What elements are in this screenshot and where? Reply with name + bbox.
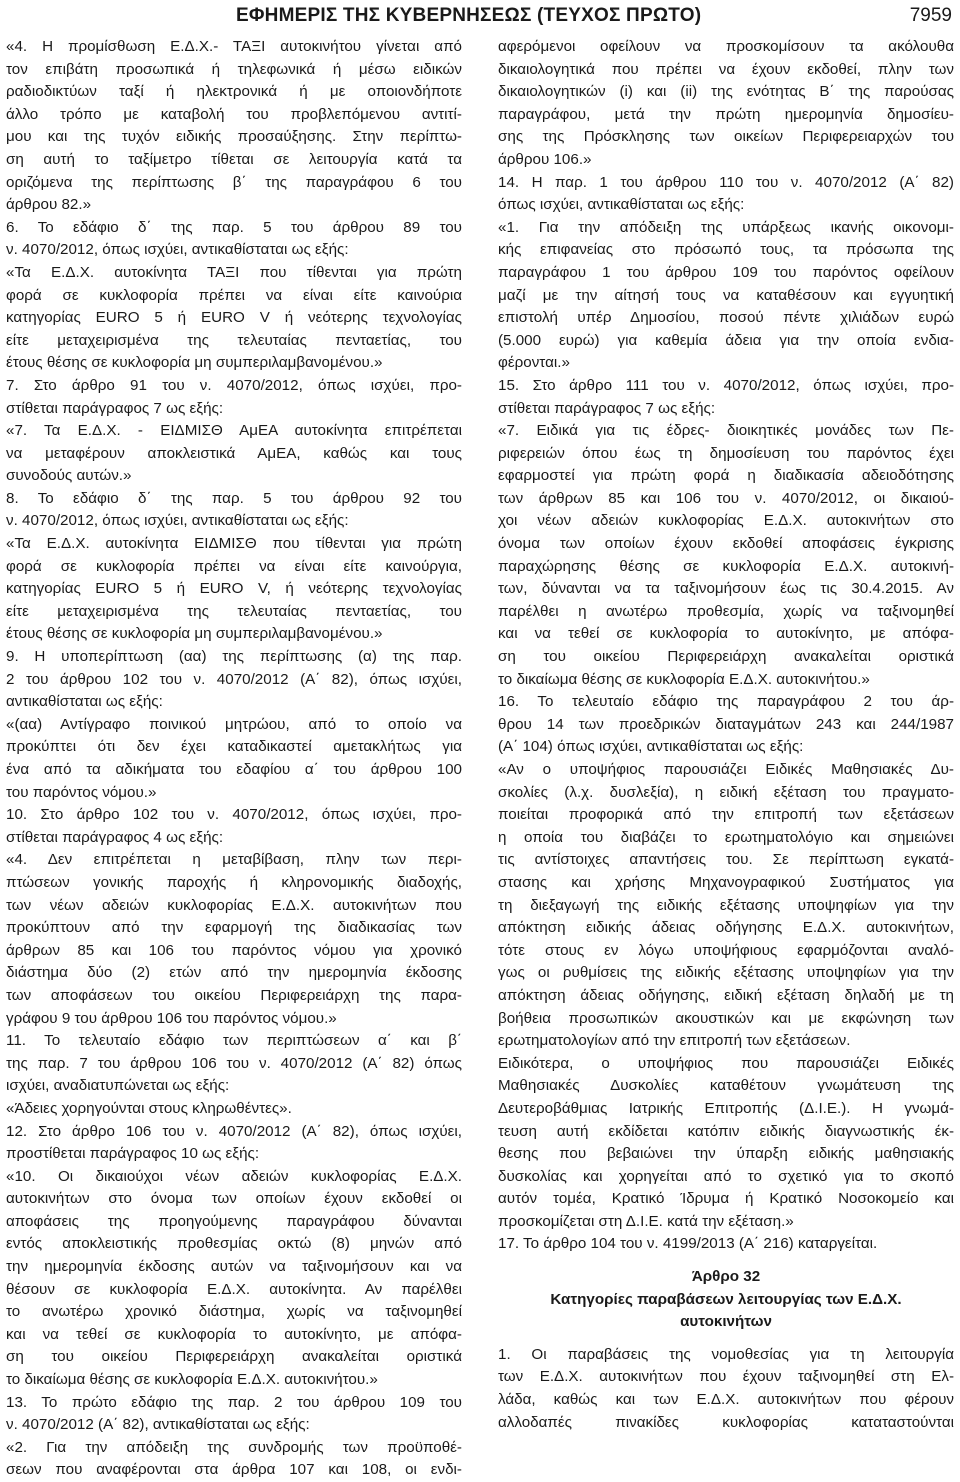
text-line: χοι νέων αδειών κυκλοφορίας Ε.Δ.Χ. αυτοκινήτων στο [498, 512, 954, 530]
text-line: των Ε.Δ.Χ. αυτοκινήτων που έχουν ταξινομηθεί στη Ελ- [498, 1368, 954, 1386]
text-line: τον επιβάτη προσωπικά ή τηλεφωνικά ή μέσω ειδικών [6, 60, 462, 78]
text-line: της παρ. 7 του άρθρου 106 του ν. 4070/2012 (Α΄ 82) όπως [6, 1054, 462, 1072]
text-line: των άρθρων 85 και 106 του ν. 4070/2012, οι δικαιού- [498, 489, 954, 507]
text-line: ερωτηματολογίων από την επιτροπή των εξετάσεων. [498, 1032, 851, 1050]
text-line: προκύπτει ότι δεν έχει καταδικαστεί αμετακλήτως για [6, 738, 462, 756]
text-line: «2. Για την απόδειξη της συνδρομής των προϋποθέ- [6, 1438, 462, 1456]
text-line: λάδα, καθώς και των Ε.Δ.Χ. αυτοκινήτων που φέρουν [498, 1391, 954, 1409]
text-line: εντός αποκλειστικής προθεσμίας οκτώ (8) μηνών από [6, 1235, 462, 1253]
text-line: δικαιολογητικών (i) και (ii) της ενότητας Β΄ της παρούσας [498, 83, 954, 101]
text-line: «Τα Ε.Δ.Χ. αυτοκίνητα ΤΑΞΙ που τίθενται για πρώτη [6, 263, 462, 281]
text-line: 11. Το τελευταίο εδάφιο των περιπτώσεων α΄ και β΄ [6, 1032, 462, 1050]
text-line: γως οι ρυθμίσεις της ειδικής εξέτασης υποψηφίων για την [498, 964, 954, 982]
text-line: έτους θέσης σε κυκλοφορία μη συμπεριλαμβανομένου.» [6, 354, 383, 372]
text-line: παραχώρησης θέσης σε κυκλοφορία Ε.Δ.Χ. αυτοκινή- [498, 557, 954, 575]
text-line: ριφερειών όπου έως τη δημοσίευση του παρόντος έχει [498, 444, 954, 462]
text-line: ποιείται προφορικά από την επιτροπή των εξετάσεων [498, 806, 954, 824]
text-line: 10. Στο άρθρο 102 του ν. 4070/2012, όπως ισχύει, προ- [6, 806, 462, 824]
text-line: αλλοδαπές πινακίδες κυκλοφορίας καταταστούνται [498, 1413, 954, 1431]
text-line: είτε μεταχειρισμένα της τελευταίας πενταετίας, του [6, 331, 462, 349]
text-line: Δευτεροβάθμιας Ιατρικής Επιτροπής (Δ.Ι.Ε.). Η γνωμά- [498, 1099, 954, 1117]
text-line: αφερόμενοι οφείλουν να προσκομίσουν τα ακόλουθα [498, 38, 954, 55]
text-line: το δικαίωμα θέσης σε κυκλοφορία Ε.Δ.Χ. αυτοκινήτου.» [498, 670, 870, 688]
text-line: «10. Οι δικαιούχοι νέων αδειών κυκλοφορίας Ε.Δ.Χ. [6, 1167, 462, 1185]
text-line: άλλο τρόπο με καταβολή του προβλεπόμενου αντιτί- [6, 105, 462, 123]
text-line: θέσουν σε κυκλοφορία Ε.Δ.Χ. αυτοκίνητα. Αν παρέλθει [6, 1280, 462, 1298]
text-line: 1. Οι παραβάσεις της νομοθεσίας για τη λειτουργία [498, 1345, 954, 1363]
text-line: φορά σε κυκλοφορία πρέπει να είναι είτε καινούργια, [6, 557, 462, 575]
text-line: 8. Το εδάφιο δ΄ της παρ. 5 του άρθρου 92 του [6, 489, 462, 507]
right-column-body [498, 36, 954, 1256]
text-line: δικαιολογητικά που πρέπει να έχουν εκδοθεί, πλην των [498, 60, 954, 78]
text-line: την ημερομηνία έκδοσης αυτών να ταξινομήσουν και να [6, 1258, 462, 1276]
text-line: κατηγορίας EURO 5 ή EURO V, ή νεότερης τεχνολογίας [6, 580, 462, 598]
page-header [236, 3, 954, 31]
text-line: στίθεται παράγραφος 4 ως εξής: [6, 828, 224, 846]
text-line: συνοδούς αυτών.» [6, 467, 132, 485]
text-line: σεων που αναφέρονται στα άρθρα 107 και 108, οι ενδι- [6, 1461, 462, 1479]
text-line: η οποία του διαβάζει το ερωτηματολόγιο και σημειώνει [498, 828, 954, 846]
text-line: 17. Το άρθρο 104 του ν. 4199/2013 (Α΄ 216) καταργείται. [498, 1235, 878, 1253]
text-line: «7. Τα Ε.Δ.Χ. - ΕΙΔΜΙΣΘ ΑμΕΑ αυτοκίνητα επιτρέπεται [6, 422, 462, 440]
right-column [498, 36, 954, 1434]
text-line: μου και της τυχόν ειδικής προσαύξησης. Στην περίπτω- [6, 128, 462, 146]
text-line: «Άδειες χορηγούνται στους κληρωθέντες». [6, 1099, 292, 1117]
text-line: θρου 14 των προεδρικών διαταγμάτων 243 και 244/1987 [498, 715, 954, 733]
text-line: 16. Το τελευταίο εδάφιο της παραγράφου 2 του άρ- [498, 693, 954, 711]
text-line: ν. 4070/2012, όπως ισχύει, αντικαθίσταται ως εξής: [6, 512, 349, 530]
page-number: 7959 [909, 5, 952, 26]
text-line: των, δύνανται να τα ταξινομήσουν έως τις 30.4.2015. Αν [498, 580, 954, 598]
text-line: 9. Η υποπερίπτωση (αα) της περίπτωσης (α) της παρ. [6, 648, 462, 666]
text-line: «(αα) Αντίγραφο ποινικού μητρώου, από το οποίο να [6, 715, 462, 733]
text-line: να μεταφέρουν αποκλειστικά ΑμΕΑ, καθώς και τους [6, 444, 462, 462]
text-line: 12. Στο άρθρο 106 του ν. 4070/2012 (Α΄ 82), όπως ισχύει, [6, 1122, 462, 1140]
text-line: κής επιφανείας στο πρόσωπό τους, τα πρόσωπα της [498, 241, 954, 259]
text-line: των νέων αδειών κυκλοφορίας Ε.Δ.Χ. αυτοκινήτων που [6, 896, 462, 914]
text-line: Μαθησιακές Δυσκολίες καταθέτουν γνωμάτευση της [498, 1077, 954, 1095]
text-line: φέρονται.» [498, 354, 570, 372]
left-column [6, 36, 462, 1482]
text-line: «Τα Ε.Δ.Χ. αυτοκίνητα ΕΙΔΜΙΣΘ που τίθενται για πρώτη [6, 535, 462, 553]
text-line: αντικαθίσταται ως εξής: [6, 693, 163, 711]
text-line: «1. Για την απόδειξη της υπάρξεως ικανής οικονομι- [498, 218, 954, 236]
text-line: «4. Δεν επιτρέπεται η μεταβίβαση, πλην των περι- [6, 851, 462, 869]
text-line: το ανωτέρω χρονικό διάστημα, χωρίς να ταξινομηθεί [6, 1303, 462, 1321]
text-line: και να τεθεί σε κυκλοφορία το αυτοκίνητο, με απόφα- [6, 1325, 462, 1343]
article-heading: Άρθρο 32 [691, 1268, 761, 1286]
article-body [498, 1344, 954, 1434]
text-line: όπως ισχύει, αντικαθίσταται ως εξής: [498, 196, 745, 214]
text-line: άρθρων 85 και 106 του παρόντος νόμου για χρονικό [6, 941, 462, 959]
text-line: ν. 4070/2012, όπως ισχύει, αντικαθίσταται ως εξής: [6, 241, 349, 259]
text-line: Ειδικότερα, ο υποψήφιος που παρουσιάζει Ειδικές [498, 1054, 954, 1072]
text-line: στίθεται παράγραφος 7 ως εξής: [498, 399, 716, 417]
text-line: στασης και χρήσης Μηχανογραφικού Συστήματος για [498, 873, 954, 891]
text-line: αποφάσεις της προηγούμενης παραγράφου δύνανται [6, 1212, 462, 1230]
text-line: παραγράφου, μετά την πρώτη ημερομηνία δημοσίευ- [498, 105, 954, 123]
text-line: απόκτηση άδειας οδήγησης, ειδική εξέταση δηλαδή με τη [498, 986, 954, 1004]
text-line: «4. Η προμίσθωση Ε.Δ.Χ.- ΤΑΞΙ αυτοκινήτου γίνεται από [6, 38, 462, 55]
text-line: παρέλθει η ανωτέρω προθεσμία, χωρίς να ταξινομηθεί [498, 602, 954, 620]
text-line: άρθρου 82.» [6, 196, 92, 214]
text-line: τη διεξαγωγή της ειδικής εξέτασης υποψηφίων για την [498, 896, 954, 914]
text-line: 13. Το πρώτο εδάφιο της παρ. 2 του άρθρου 109 του [6, 1393, 462, 1411]
text-line: πτώσεων γονικής παροχής ή κληρονομικής διαδοχής, [6, 873, 462, 891]
text-line: 15. Στο άρθρο 111 του ν. 4070/2012, όπως ισχύει, προ- [498, 376, 954, 394]
article-title-line-1: Κατηγορίες παραβάσεων λειτουργίας των Ε.Δ.Χ. [550, 1290, 902, 1308]
text-line: των αποφάσεων του οικείου Περιφερειάρχη της παρα- [6, 986, 462, 1004]
text-line: κατηγορίας EURO 5 ή EURO V ή νεότερης τεχνολογίας [6, 309, 462, 327]
text-line: φορά σε κυκλοφορία πρέπει να είναι είτε καινούρια [6, 286, 462, 304]
text-line: προσκομίζεται στη Δ.Ι.Ε. κατά την εξέταση.» [498, 1212, 794, 1230]
text-line: διάστημα δύο (2) ετών από την ημερομηνία έκδοσης [6, 964, 462, 982]
text-line: (Α΄ 104) όπως ισχύει, αντικαθίσταται ως εξής: [498, 738, 804, 756]
text-line: είτε μεταχειρισμένα της τελευταίας πενταετίας, του [6, 602, 462, 620]
text-line: σης της Πρόσκλησης των οικείων Περιφερειαρχών του [498, 128, 954, 146]
text-line: ισχύει, αναδιατυπώνεται ως εξής: [6, 1077, 230, 1095]
text-line: απόκτηση ειδικής άδειας οδήγησης Ε.Δ.Χ. αυτοκινήτων, [498, 919, 954, 937]
text-line: ση του οικείου Περιφερειάρχη ανακαλείται οριστικά [6, 1348, 462, 1366]
text-line: τότε στους εν λόγω υποψήφιους εφαρμόζονται αναλό- [498, 941, 954, 959]
text-line: σκολίες (λ.χ. δυσλεξία), η ειδική εξέταση του πραγματο- [498, 783, 954, 801]
text-line: εφαρμοστεί για πρώτη φορά η διαδικασία αδειοδότησης [498, 467, 954, 485]
text-line: 6. Το εδάφιο δ΄ της παρ. 5 του άρθρου 89 του [6, 218, 462, 236]
text-line: αυτοκινήτων στο όνομα των οποίων έχουν εκδοθεί οι [6, 1190, 462, 1208]
text-line: (5.000 ευρώ) για καθεμία άδεια για την οποία ενδια- [498, 331, 954, 349]
text-line: ση του οικείου Περιφερειάρχη ανακαλείται οριστικά [498, 648, 954, 666]
text-line: οριζόμενα της περίπτωσης β΄ της παραγράφου 6 του [6, 173, 462, 191]
gazette-title: ΕΦΗΜΕΡΙΣ ΤΗΣ ΚΥΒΕΡΝΗΣΕΩΣ (ΤΕΥΧΟΣ ΠΡΩΤΟ) [236, 5, 702, 26]
text-line: του παρόντος νόμου.» [6, 783, 157, 801]
text-line: στίθεται παράγραφος 7 ως εξής: [6, 399, 224, 417]
text-line: αυτόν τομέα, Κρατικό Ίδρυμα ή Κρατικό Νοσοκομείο και [498, 1190, 954, 1208]
article-title-line-2: αυτοκινήτων [680, 1313, 772, 1331]
text-line: ν. 4070/2012 (Α΄ 82), αντικαθίσταται ως εξής: [6, 1416, 310, 1434]
text-line: 2 του άρθρου 102 του ν. 4070/2012 (Α΄ 82), όπως ισχύει, [6, 670, 462, 688]
text-line: και να τεθεί σε κυκλοφορία το αυτοκίνητο, με απόφα- [498, 625, 954, 643]
text-line: το δικαίωμα θέσης σε κυκλοφορία Ε.Δ.Χ. αυτοκινήτου.» [6, 1371, 378, 1389]
text-line: «Αν ο υποψήφιος παρουσιάζει Ειδικές Μαθησιακές Δυ- [498, 761, 954, 778]
text-line: μαζί με την αίτησή τους να καταθέσουν και εγγυητική [498, 286, 954, 304]
text-line: προστίθεται παράγραφος 10 ως εξής: [6, 1145, 260, 1163]
text-line: άρθρου 106.» [498, 150, 592, 168]
text-line: 7. Στο άρθρο 91 του ν. 4070/2012, όπως ισχύει, προ- [6, 376, 462, 394]
text-line: θεσης που βεβαιώνει την ύπαρξη ειδικής μαθησιακής [498, 1145, 954, 1163]
text-line: «7. Ειδικά για τις έδρες- διοικητικές μονάδες των Πε- [498, 422, 954, 440]
text-line: έτους θέσης σε κυκλοφορία μη συμπεριλαμβανομένου.» [6, 625, 383, 643]
text-line: γράφου 9 του άρθρου 106 του παρόντος νόμου.» [6, 1009, 337, 1027]
text-line: ραδιοδικτύων ταξί ή ηλεκτρονικά ή με οποιονδήποτε [6, 83, 462, 101]
text-line: παραγράφου 1 του άρθρου 109 του παρόντος οφείλουν [498, 263, 954, 281]
text-line: δυσκολίας και χορηγείται από το σχετικό για το σκοπό [498, 1167, 954, 1185]
text-line: 14. Η παρ. 1 του άρθρου 110 του ν. 4070/2012 (Α΄ 82) [498, 173, 954, 191]
text-line: επιστολή υπέρ Δημοσίου, ποσού πέντε χιλιάδων ευρώ [498, 309, 954, 327]
text-line: τις αντίστοιχες απαντήσεις του. Σε περίπτωση εγκατά- [498, 851, 954, 869]
text-line: τευση αυτή εκδίδεται κατόπιν ειδικής διαγνωστικής έκ- [498, 1122, 954, 1140]
text-line: βοήθεια προσωπικών ακουστικών και με εκφώνηση των [498, 1009, 954, 1027]
text-line: όνομα των οποίων έχουν εκδοθεί αποφάσεις έγκρισης [498, 535, 954, 553]
text-line: ση αυτή το ταξίμετρο τίθεται σε λειτουργία κατά τα [6, 150, 462, 168]
text-line: προκύπτουν από την εφαρμογή της διαδικασίας των [6, 919, 462, 937]
text-line: ένα από τα αδικήματα του εδαφίου α΄ του άρθρου 100 [6, 761, 462, 778]
